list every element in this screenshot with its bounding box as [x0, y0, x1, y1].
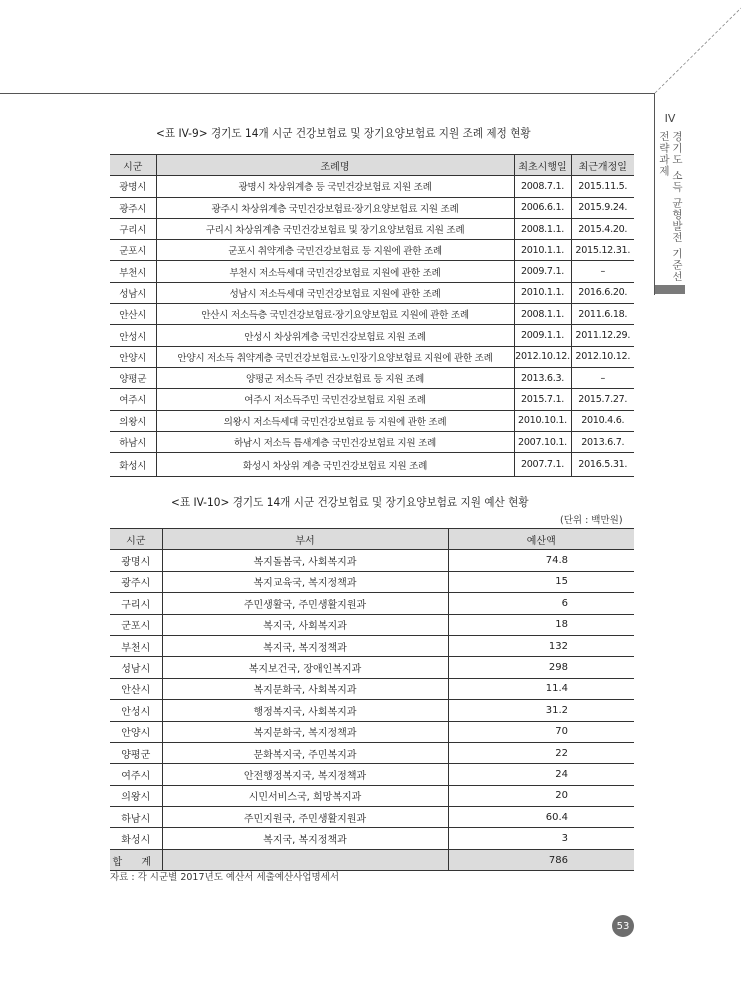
- table2-cell-budget: 22: [448, 742, 634, 763]
- table2-header-city: 시군: [110, 529, 162, 550]
- table1-header-first-date: 최초시행일: [514, 155, 571, 176]
- table1-cell-revised-date: –: [571, 367, 634, 388]
- table-row: [110, 593, 634, 614]
- table1-cell-ordinance: 구리시 차상위계층 국민건강보험료 및 장기요양보험료 지원 조례: [156, 218, 514, 239]
- table2-cell-city: 의왕시: [110, 785, 162, 806]
- table1-cell-ordinance: 군포시 취약계층 국민건강보험료 등 지원에 관한 조례: [156, 240, 514, 261]
- table1-cell-city: 의왕시: [110, 410, 156, 431]
- source-note: 자료 : 각 시군별 2017년도 예산서 세출예산사업명세서: [110, 872, 340, 883]
- table1-cell-ordinance: 안산시 저소득층 국민건강보험료·장기요양보험료 지원에 관한 조례: [156, 304, 514, 325]
- table2-cell-department: 행정복지국, 사회복지과: [162, 700, 448, 721]
- table-row: [110, 282, 634, 303]
- table2-cell-city: 군포시: [110, 614, 162, 635]
- table1-cell-revised-date: 2010.4.6.: [571, 410, 634, 431]
- table2-cell-city: 여주시: [110, 764, 162, 785]
- table1-cell-first-date: 2015.7.1.: [514, 389, 571, 410]
- table1-cell-ordinance: 의왕시 저소득세대 국민건강보험료 등 지원에 관한 조례: [156, 410, 514, 431]
- table2-cell-city: 화성시: [110, 828, 162, 849]
- table2-cell-department: 시민서비스국, 희망복지과: [162, 785, 448, 806]
- table-row: [110, 807, 634, 828]
- table1-cell-first-date: 2009.7.1.: [514, 261, 571, 282]
- table2-cell-department: 복지국, 복지정책과: [162, 635, 448, 656]
- table2-cell-department: 복지국, 복지정책과: [162, 828, 448, 849]
- table2-cell-department: 복지교육국, 복지정책과: [162, 571, 448, 592]
- table2-cell-budget: 60.4: [448, 807, 634, 828]
- chapter-tab-bar: [655, 285, 685, 294]
- table1-cell-revised-date: 2011.6.18.: [571, 304, 634, 325]
- table2-cell-budget: 15: [448, 571, 634, 592]
- table2-cell-budget: 74.8: [448, 550, 634, 571]
- table1-cell-first-date: 2006.6.1.: [514, 197, 571, 218]
- table1-cell-first-date: 2007.7.1.: [514, 453, 571, 477]
- table2-cell-city: 부천시: [110, 635, 162, 656]
- table1-cell-ordinance: 성남시 저소득세대 국민건강보험료 지원에 관한 조례: [156, 282, 514, 303]
- table2-cell-department: 복지문화국, 사회복지과: [162, 678, 448, 699]
- table1-cell-ordinance: 양평군 저소득 주민 건강보험료 등 지원 조례: [156, 367, 514, 388]
- table2-cell-city: 양평군: [110, 742, 162, 763]
- table1-header-city: 시군: [110, 155, 156, 176]
- table1-cell-revised-date: 2016.6.20.: [571, 282, 634, 303]
- chapter-title: 경기도 소득 균형발전 기준선 전략과제: [658, 131, 683, 283]
- table-row: [110, 176, 634, 197]
- table-row: [110, 197, 634, 218]
- table1-header-row: [110, 155, 634, 176]
- table1-cell-city: 안양시: [110, 346, 156, 367]
- table-row: [110, 325, 634, 346]
- table2-cell-city: 안양시: [110, 721, 162, 742]
- table2-cell-budget: 18: [448, 614, 634, 635]
- budget-table: [110, 528, 634, 871]
- table1-caption: <표 IV-9> 경기도 14개 시군 건강보험료 및 장기요양보험료 지원 조례 제정 현황: [156, 126, 531, 140]
- table1-cell-first-date: 2008.7.1.: [514, 176, 571, 197]
- ordinance-table: [110, 154, 634, 477]
- table-row: [110, 367, 634, 388]
- table2-header-department: 부서: [162, 529, 448, 550]
- table2-cell-department: 문화복지국, 주민복지과: [162, 742, 448, 763]
- table1-cell-revised-date: 2015.9.24.: [571, 197, 634, 218]
- table2-cell-city: 광명시: [110, 550, 162, 571]
- table1-cell-revised-date: 2015.7.27.: [571, 389, 634, 410]
- table-row: [110, 571, 634, 592]
- table1-cell-revised-date: 2013.6.7.: [571, 431, 634, 452]
- table1-cell-city: 구리시: [110, 218, 156, 239]
- table1-cell-revised-date: 2012.10.12.: [571, 346, 634, 367]
- table-row: [110, 218, 634, 239]
- table1-cell-city: 안산시: [110, 304, 156, 325]
- table-row: [110, 764, 634, 785]
- table2-cell-budget: 6: [448, 593, 634, 614]
- table1-cell-ordinance: 광주시 차상위계층 국민건강보험료·장기요양보험료 지원 조례: [156, 197, 514, 218]
- table-row: [110, 304, 634, 325]
- table1-header-revised-date: 최근개정일: [571, 155, 634, 176]
- table1-cell-revised-date: 2015.11.5.: [571, 176, 634, 197]
- table2-cell-budget: 20: [448, 785, 634, 806]
- table2-cell-department: 주민생활국, 주민생활지원과: [162, 593, 448, 614]
- chapter-side-tab: [655, 112, 685, 291]
- table1-cell-city: 부천시: [110, 261, 156, 282]
- table-row: [110, 346, 634, 367]
- table2-cell-budget: 298: [448, 657, 634, 678]
- table2-cell-budget: 11.4: [448, 678, 634, 699]
- table-row: [110, 635, 634, 656]
- table-row: [110, 240, 634, 261]
- table1-cell-first-date: 2007.10.1.: [514, 431, 571, 452]
- table2-cell-city: 구리시: [110, 593, 162, 614]
- table1-cell-ordinance: 광명시 차상위계층 등 국민건강보험료 지원 조례: [156, 176, 514, 197]
- table-row: [110, 785, 634, 806]
- table1-cell-first-date: 2010.10.1.: [514, 410, 571, 431]
- table1-cell-first-date: 2008.1.1.: [514, 218, 571, 239]
- table1-cell-city: 광명시: [110, 176, 156, 197]
- table2-cell-department: 복지국, 사회복지과: [162, 614, 448, 635]
- table-row: [110, 721, 634, 742]
- table2-cell-budget: 3: [448, 828, 634, 849]
- page-number: 53: [612, 915, 634, 937]
- table2-cell-department: 주민지원국, 주민생활지원과: [162, 807, 448, 828]
- table1-cell-ordinance: 여주시 저소득주민 국민건강보험료 지원 조례: [156, 389, 514, 410]
- table2-total-row: [110, 849, 634, 870]
- table1-cell-first-date: 2012.10.12.: [514, 346, 571, 367]
- table2-header-row: [110, 529, 634, 550]
- table2-cell-city: 안성시: [110, 700, 162, 721]
- table2-cell-budget: 70: [448, 721, 634, 742]
- table1-cell-first-date: 2010.1.1.: [514, 282, 571, 303]
- table-row: [110, 614, 634, 635]
- table1-cell-city: 화성시: [110, 453, 156, 477]
- table1-cell-first-date: 2013.6.3.: [514, 367, 571, 388]
- header-rule: [0, 93, 655, 94]
- table2-cell-city: 성남시: [110, 657, 162, 678]
- table2-cell-budget: 24: [448, 764, 634, 785]
- table1-cell-revised-date: 2016.5.31.: [571, 453, 634, 477]
- table1-cell-first-date: 2009.1.1.: [514, 325, 571, 346]
- table-row: [110, 410, 634, 431]
- table-row: [110, 261, 634, 282]
- table1-cell-city: 군포시: [110, 240, 156, 261]
- table1-cell-city: 안성시: [110, 325, 156, 346]
- table2-cell-department: 복지보건국, 장애인복지과: [162, 657, 448, 678]
- table-row: [110, 657, 634, 678]
- table1-cell-city: 광주시: [110, 197, 156, 218]
- table2-total-label: 합 계: [110, 849, 162, 870]
- table1-cell-revised-date: 2015.12.31.: [571, 240, 634, 261]
- table2-cell-budget: 132: [448, 635, 634, 656]
- table-row: [110, 828, 634, 849]
- table2-total-blank: [162, 849, 448, 870]
- table1-cell-city: 하남시: [110, 431, 156, 452]
- table-row: [110, 389, 634, 410]
- table-row: [110, 453, 634, 477]
- table-row: [110, 678, 634, 699]
- table2-cell-budget: 31.2: [448, 700, 634, 721]
- table2-unit: (단위 : 백만원): [560, 515, 623, 526]
- table1-cell-ordinance: 화성시 차상위 계층 국민건강보험료 지원 조례: [156, 453, 514, 477]
- table2-cell-city: 하남시: [110, 807, 162, 828]
- table-row: [110, 550, 634, 571]
- table-row: [110, 700, 634, 721]
- table1-cell-revised-date: 2015.4.20.: [571, 218, 634, 239]
- table2-total-value: 786: [448, 849, 634, 870]
- table-row: [110, 742, 634, 763]
- table1-cell-revised-date: 2011.12.29.: [571, 325, 634, 346]
- table2-cell-department: 안전행정복지국, 복지정책과: [162, 764, 448, 785]
- table1-cell-ordinance: 하남시 저소득 틈새계층 국민건강보험료 지원 조례: [156, 431, 514, 452]
- table1-cell-city: 양평군: [110, 367, 156, 388]
- table2-caption: <표 IV-10> 경기도 14개 시군 건강보험료 및 장기요양보험료 지원 예산 현황: [171, 495, 529, 509]
- table1-header-ordinance: 조례명: [156, 155, 514, 176]
- table1-cell-ordinance: 부천시 저소득세대 국민건강보험료 지원에 관한 조례: [156, 261, 514, 282]
- table2-cell-city: 안산시: [110, 678, 162, 699]
- table1-cell-revised-date: –: [571, 261, 634, 282]
- table2-cell-city: 광주시: [110, 571, 162, 592]
- table1-cell-ordinance: 안성시 차상위계층 국민건강보험료 지원 조례: [156, 325, 514, 346]
- table2-cell-department: 복지돌봄국, 사회복지과: [162, 550, 448, 571]
- table-row: [110, 431, 634, 452]
- table1-cell-first-date: 2010.1.1.: [514, 240, 571, 261]
- corner-crop-lines: [0, 0, 741, 100]
- table2-header-budget: 예산액: [448, 529, 634, 550]
- table1-cell-first-date: 2008.1.1.: [514, 304, 571, 325]
- table1-cell-city: 여주시: [110, 389, 156, 410]
- table2-cell-department: 복지문화국, 복지정책과: [162, 721, 448, 742]
- table1-cell-city: 성남시: [110, 282, 156, 303]
- table1-cell-ordinance: 안양시 저소득 취약계층 국민건강보험료·노인장기요양보험료 지원에 관한 조례: [156, 346, 514, 367]
- chapter-number: IV: [664, 112, 676, 125]
